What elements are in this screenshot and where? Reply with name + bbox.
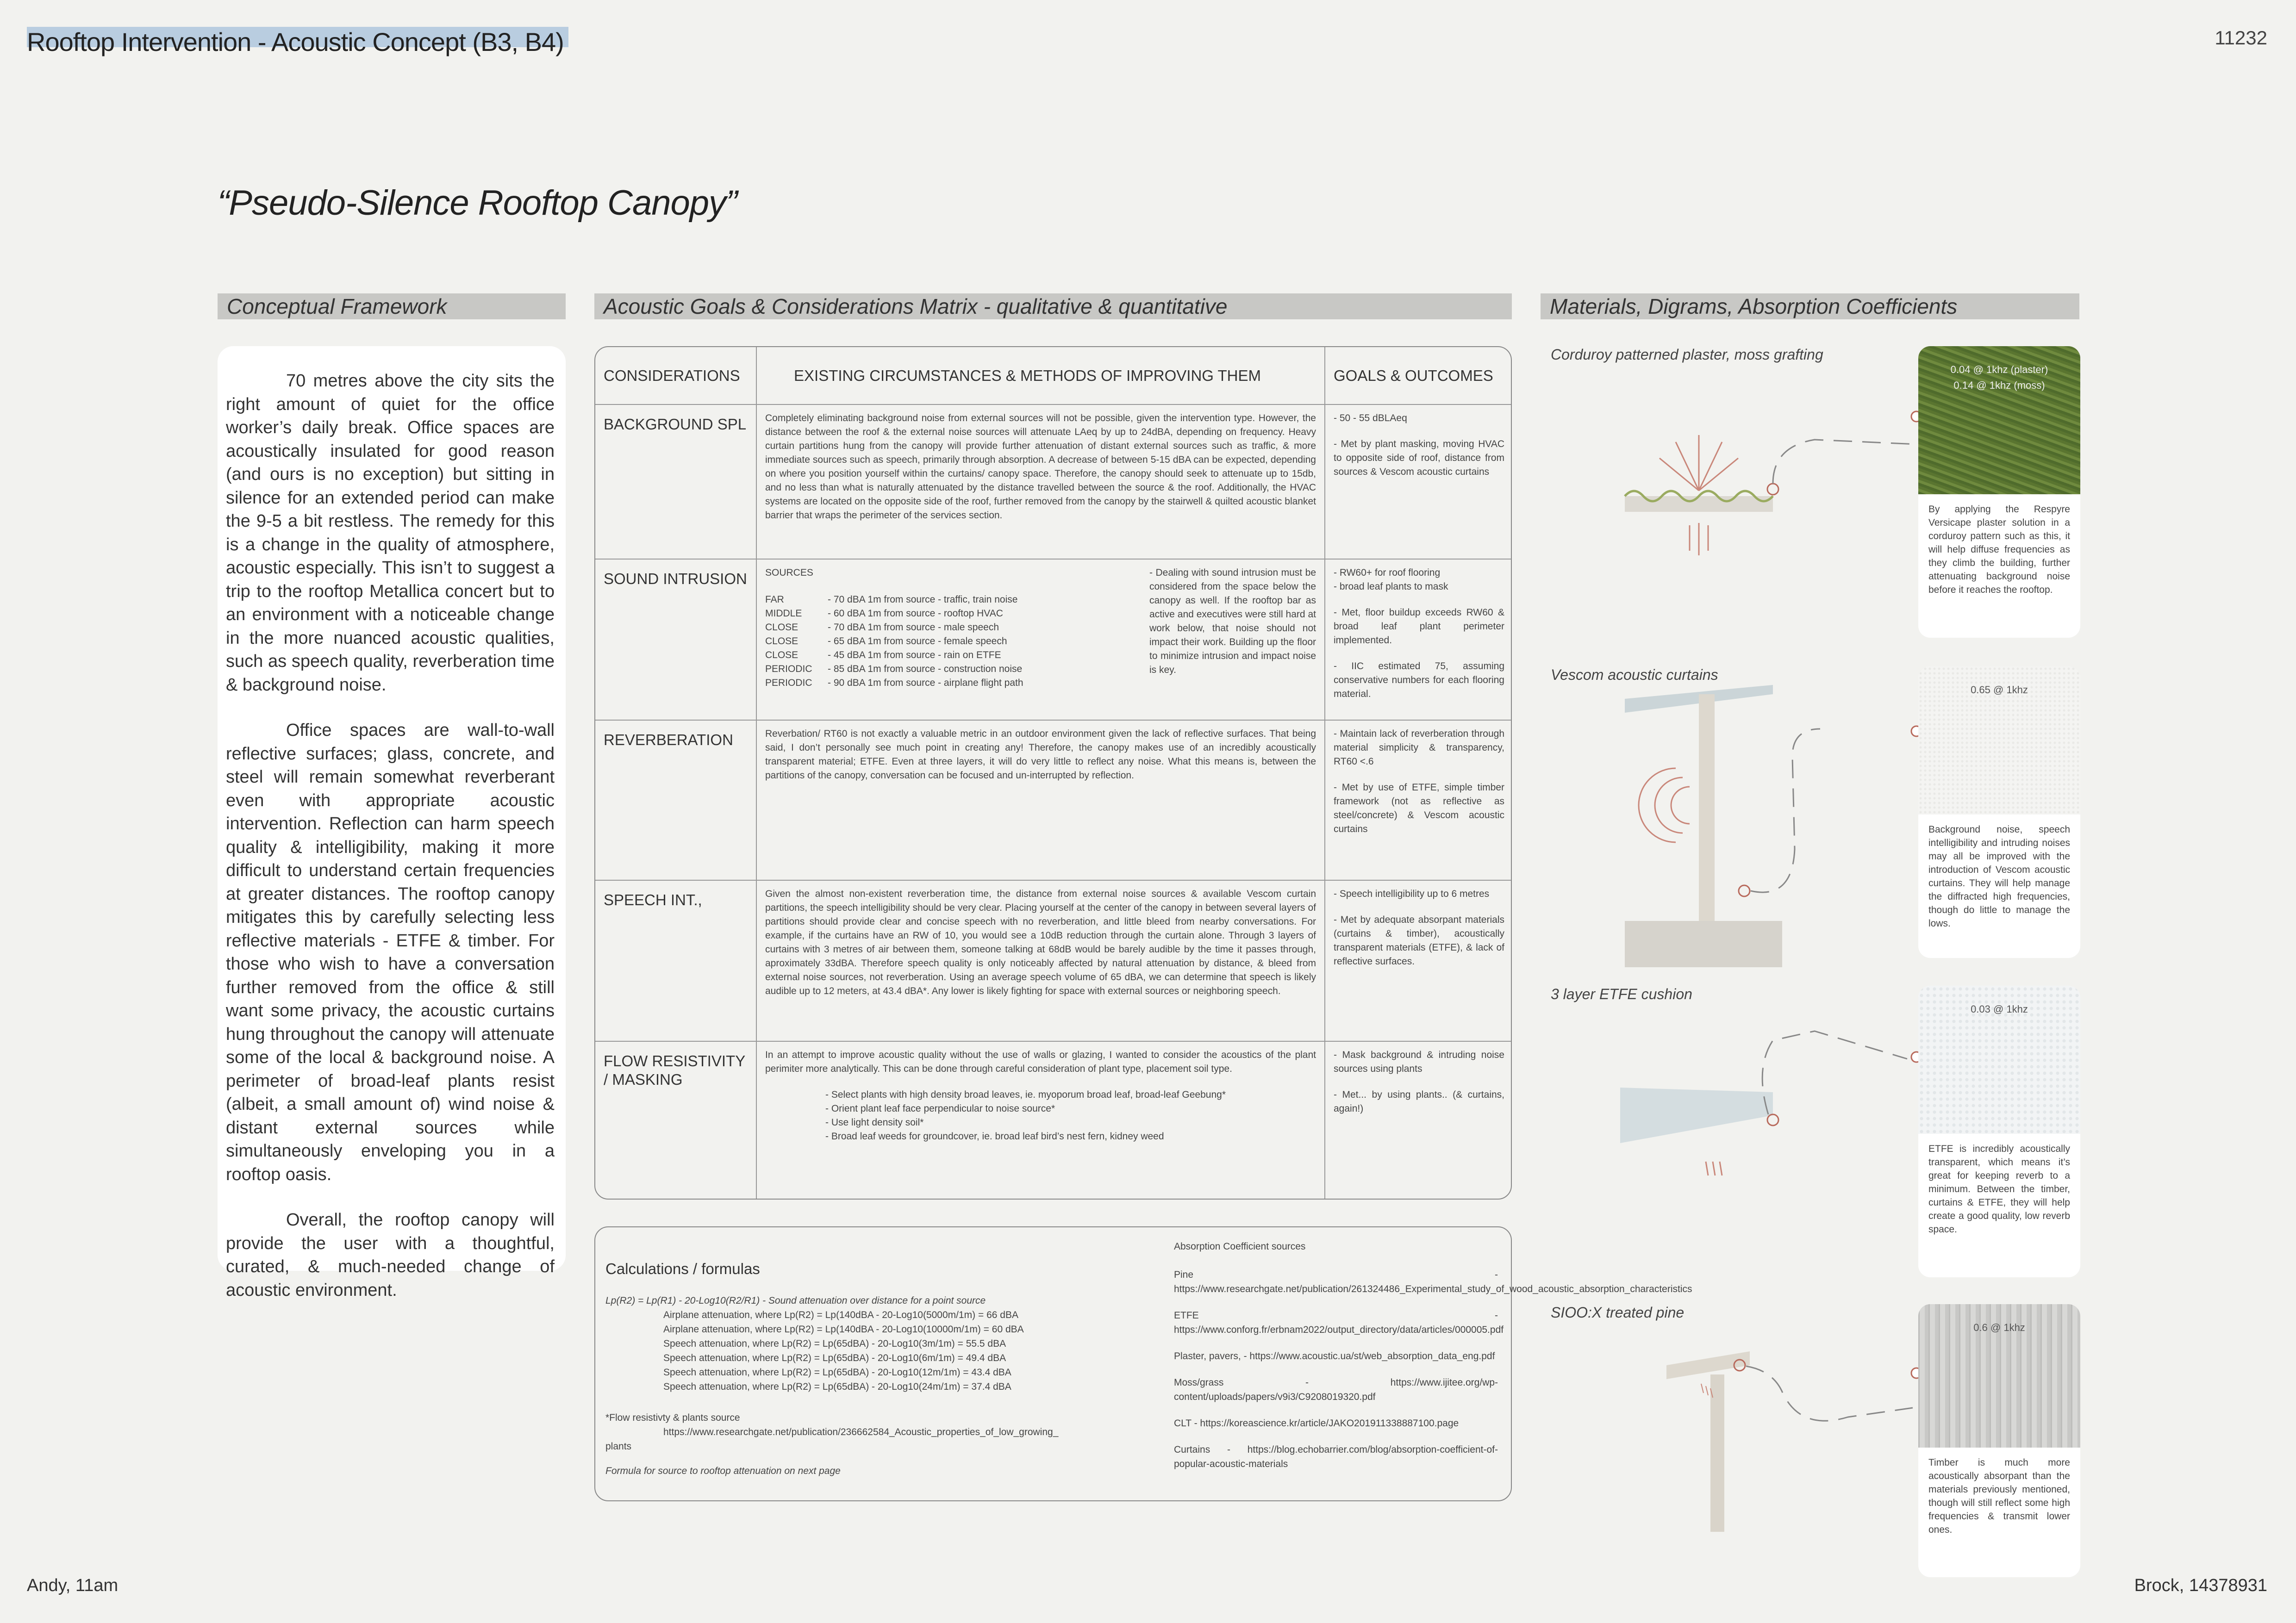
material-label: 3 layer ETFE cushion (1551, 986, 1692, 1002)
headline: “Pseudo-Silence Rooftop Canopy” (218, 183, 737, 223)
calc-line: Speech attenuation, where Lp(R2) = Lp(65dBA) - 20-Log10(24m/1m) = 37.4 dBA (663, 1381, 1011, 1392)
goal-item: - Met by use of ETFE, simple timber framework (not as reflective as steel/concrete) & Vescom acoustic curtains (1334, 782, 1504, 834)
concept-paragraph-3: Overall, the rooftop canopy will provide the user with a thoughtful, curated, & much-needed change of acoustic environment. (226, 1210, 555, 1300)
abs-source: Curtains - https://blog.echobarrier.com/blog/absorption-coefficient-of-popular-acoustic-materials (1174, 1444, 1498, 1469)
flow-title: *Flow resistivty & plants source (605, 1412, 740, 1423)
masking-bullet: - Orient plant leaf face perpendicular to noise source* (825, 1103, 1055, 1114)
goal-item: - Mask background & intruding noise sources using plants (1334, 1050, 1504, 1074)
concept-paragraph-2: Office spaces are wall-to-wall reflective surfaces; glass, concrete, and steel will remain somewhat reverberant even with appropriate acoustic intervention. Reflection can harm speech quality & intelligibility, making it more difficult to understand certain frequencies at greater distances. The rooftop canopy mitigates this by carefully selecting less reflective materials - ETFE & timber. For those who wish to have a conversation further removed from the office & still want some privacy, the acoustic curtains hung throughout the canopy will attenuate some of the local & background noise. A perimeter of broad-leaf plants resist (albeit, a small amount of) wind noise & distant external sources while simultaneously enveloping you in a rooftop oasis. (226, 721, 555, 1184)
goal-item: - Maintain lack of reverberation through material simplicity & transparency, RT60 <.6 (1334, 728, 1504, 767)
source-line (765, 607, 1131, 621)
source-range: CLOSE (765, 622, 799, 633)
calc-line: Airplane attenuation, where Lp(R2) = Lp(140dBA - 20-Log10(10000m/1m) = 60 dBA (663, 1324, 1024, 1335)
row-label: REVERBERATION (595, 720, 756, 880)
matrix-row (595, 880, 1512, 1041)
calc-title: Calculations / formulas (605, 1260, 760, 1277)
calc-formula: Lp(R2) = Lp(R1) - 20-Log10(R2/R1) - Sound attenuation over distance for a point source (605, 1295, 986, 1306)
source-line (765, 676, 1131, 690)
flow-url: https://www.researchgate.net/publication/236662584_Acoustic_properties_of_low_growing_ (663, 1427, 1059, 1437)
curtain-diagram (1620, 680, 1926, 967)
source-range: MIDDLE (765, 608, 802, 619)
matrix-header: CONSIDERATIONS (595, 347, 756, 404)
row-text-masking (756, 1041, 1325, 1199)
flow-url-end: plants (605, 1441, 632, 1452)
material-label: Vescom acoustic curtains (1551, 666, 1718, 683)
matrix-header-row (595, 347, 1512, 404)
abs-source: Plaster, pavers, - https://www.acoustic.ua/st/web_absorption_data_eng.pdf (1174, 1351, 1495, 1362)
material-card-etfe (1918, 986, 2080, 1277)
footer-author: Andy, 11am (27, 1576, 119, 1595)
calc-line: Speech attenuation, where Lp(R2) = Lp(65dBA) - 20-Log10(6m/1m) = 49.4 dBA (663, 1353, 1006, 1363)
material-label: Corduroy patterned plaster, moss grafting (1551, 346, 1823, 363)
source-range: CLOSE (765, 636, 799, 647)
calc-note: Formula for source to rooftop attenuation on next page (605, 1466, 841, 1476)
row-label: SPEECH INT., (595, 880, 756, 1041)
pine-diagram (1620, 1333, 1926, 1536)
source-range: CLOSE (765, 650, 799, 660)
row-goals (1325, 720, 1512, 880)
abs-source: CLT - https://koreascience.kr/article/JAKO201911338887100.page (1174, 1418, 1459, 1429)
row-goals (1325, 880, 1512, 1041)
material-card-plaster (1918, 346, 2080, 638)
source-range: PERIODIC (765, 678, 812, 688)
goal-item: - 50 - 55 dBLAeq (1334, 413, 1407, 423)
material-card-pine (1918, 1304, 2080, 1577)
concept-paragraph-1: 70 metres above the city sits the right amount of quiet for the office worker’s daily break. Office spaces are acoustically insulated for good reason (and ours is no exception) but sitting in silence for an extended period can make the 9-5 a bit restless. The remedy for this is a change in the quality of atmosphere, acoustic especially. This isn’t to suggest a trip to the rooftop Metallica concert but to an environment with a noticeable change in the more nuanced acoustic qualities, such as speech quality, reverberation time & background noise. (226, 371, 555, 695)
goal-item: - Met... by using plants.. (& curtains, again!) (1334, 1089, 1504, 1114)
row-text: Completely eliminating background noise from external sources will not be possible, given the intervention type. However, the distance between the roof & the external noise sources will attenuate LAeq by up to 24dBA, depending on frequency. Heavy curtain partitions hung from the canopy will provide further attenuation of distant external sources such as traffic, & more immediate sources such as speech, primarily through absorption. A decrease of between 5-15 dBA can be expected, depending on where you position yourself within the curtains/ canopy space. Therefore, the canopy should seek to attenuate up to 15db, and no less than what is naturally attenuated by the distance travelled between the source & the roof. Additionally, the HVAC systems are located on the opposite side of the roof, further removed from the canopy by the stairwell & quilted acoustic blanket barrier that wraps the perimeter of the services section. (756, 404, 1325, 559)
matrix-row (595, 559, 1512, 720)
goal-item: - Met by adequate absorpant materials (curtains & timber), acoustically transparent materials (ETFE), & lack of reflective surfaces. (1334, 914, 1504, 967)
row-label: FLOW RESISTIVITY / MASKING (595, 1041, 756, 1199)
calc-line: Speech attenuation, where Lp(R2) = Lp(65dBA) - 20-Log10(12m/1m) = 43.4 dBA (663, 1367, 1011, 1378)
coefficient: 0.03 @ 1khz (1971, 1003, 2028, 1015)
source-value: - 70 dBA 1m from source - male speech (828, 622, 999, 633)
coefficient: 0.65 @ 1khz (1971, 684, 2028, 696)
masking-bullet: - Use light density soil* (825, 1117, 924, 1128)
sources-note: - Dealing with sound intrusion must be considered from the space below the canopy as well. If the rooftop bar as active and executives were still hard at work below, that noise should not impact their work. Building up the floor to minimize intrusion and impact noise is key. (1149, 567, 1316, 675)
matrix-row (595, 720, 1512, 880)
masking-bullet: - Select plants with high density broad leaves, ie. myoporum broad leaf, broad-leaf Geebung* (825, 1089, 1226, 1100)
goal-item: - Speech intelligibility up to 6 metres (1334, 889, 1490, 899)
abs-source: Pine - https://www.researchgate.net/publication/261324486_Experimental_study_of_wood_acoustic_absorption_characteristics (1174, 1269, 1692, 1294)
matrix-header: GOALS & OUTCOMES (1325, 347, 1512, 404)
section-head-matrix: Acoustic Goals & Considerations Matrix - qualitative & quantitative (594, 293, 1512, 319)
pine-swatch (1918, 1304, 2080, 1448)
material-description: Background noise, speech intelligibility and intruding noises may all be improved with the introduction of Vescom acoustic curtains. They will help manage the diffracted high frequencies, though do little to manage the lows. (1928, 824, 2070, 929)
source-value: - 90 dBA 1m from source - airplane flight path (828, 678, 1023, 688)
considerations-matrix (594, 346, 1512, 1200)
source-value: - 65 dBA 1m from source - female speech (828, 636, 1007, 647)
matrix-header: EXISTING CIRCUMSTANCES & METHODS OF IMPROVING THEM (756, 347, 1325, 404)
curtain-swatch (1918, 666, 2080, 815)
goal-item: - Met, floor buildup exceeds RW60 & broad leaf plant perimeter implemented. (1334, 607, 1504, 646)
abs-title: Absorption Coefficient sources (1174, 1241, 1306, 1252)
page-title: Rooftop Intervention - Acoustic Concept (B3, B4) (27, 27, 564, 56)
source-range: FAR (765, 594, 784, 605)
source-line (765, 662, 1131, 676)
material-description: Timber is much more acoustically absorpant than the materials previously mentioned, though will still reflect some high frequencies & transmit lower ones. (1928, 1457, 2070, 1535)
sources-title: SOURCES (765, 567, 813, 578)
row-goals (1325, 1041, 1512, 1199)
section-head-conceptual: Conceptual Framework (218, 293, 566, 319)
row-label: SOUND INTRUSION (595, 559, 756, 720)
abs-source: ETFE - https://www.conforg.fr/erbnam2022/output_directory/data/articles/000005.pdf (1174, 1310, 1504, 1335)
matrix-row (595, 1041, 1512, 1199)
section-head-materials: Materials, Digrams, Absorption Coefficients (1541, 293, 2079, 319)
footer-student: Brock, 14378931 (2134, 1576, 2267, 1595)
row-text: Given the almost non-existent reverberation time, the distance from external noise sources & available Vescom curtain partitions, the speech intelligibility should be very clear. Placing yourself at the center of the canopy in between several layers of partitions should provide clear and concise speech with no reverberation, and little bleed from nearby conversations. For example, if the curtains have an RW of 10, you would see a 10dB reduction through the curtain alone. Through 3 layers of curtains with 3 metres of air between them, someone talking at 68dB would be barely audible by the time it passes through, aproximately 33dBA. Therefore speech quality is only noticeably affected by natural attenuation by distance, & bleed from external noise sources, not reverberation. Using an average speech volume of 65 dBA, we can determine that speech is likely audible up to 12 meters, at 43.4 dBA*. Any lower is likely fighting for space with external sources or neighboring speech. (756, 880, 1325, 1041)
source-value: - 60 dBA 1m from source - rooftop HVAC (828, 608, 1003, 619)
material-card-curtains (1918, 666, 2080, 958)
concept-card (218, 346, 566, 1300)
source-value: - 85 dBA 1m from source - construction noise (828, 664, 1023, 674)
row-sources (756, 559, 1325, 720)
masking-bullet: - Broad leaf weeds for groundcover, ie. broad leaf bird’s nest fern, kidney weed (825, 1131, 1164, 1142)
matrix-row (595, 404, 1512, 559)
etfe-diagram (1620, 1018, 1926, 1185)
source-line (765, 621, 1131, 634)
source-line (765, 648, 1131, 662)
page-number: 11232 (2215, 27, 2267, 49)
source-value: - 70 dBA 1m from source - traffic, train noise (828, 594, 1018, 605)
matrix-table (595, 347, 1512, 1199)
etfe-swatch (1918, 986, 2080, 1134)
row-goals (1325, 559, 1512, 720)
coefficient: 0.04 @ 1khz (plaster) (1950, 364, 2048, 375)
plaster-diagram (1620, 398, 1926, 574)
goal-item: - RW60+ for roof flooring - broad leaf plants to mask (1334, 567, 1448, 592)
row-text: In an attempt to improve acoustic quality without the use of walls or glazing, I wanted to consider the acoustics of the plant perimiter more analytically. This can be done through careful consideration of plant type, placement soil type. (765, 1050, 1316, 1074)
calc-line: Speech attenuation, where Lp(R2) = Lp(65dBA) - 20-Log10(3m/1m) = 55.5 dBA (663, 1338, 1006, 1349)
source-line (765, 593, 1131, 607)
abs-source: Moss/grass - https://www.ijitee.org/wp-content/uploads/papers/v9i3/C9208019320.pdf (1174, 1377, 1498, 1402)
coefficient: 0.14 @ 1khz (moss) (1953, 379, 2045, 391)
calc-line: Airplane attenuation, where Lp(R2) = Lp(140dBA - 20-Log10(5000m/1m) = 66 dBA (663, 1310, 1018, 1320)
row-text: Reverbation/ RT60 is not exactly a valuable metric in an outdoor environment given the lack of reflective surfaces. That being said, I don’t personally see much point in creating any! Therefore, the canopy makes use of an incredibly acoustically transparent material; ETFE. Even at three layers, it will do very little to reflect any noise. What this means is, between the partitions of the canopy, conversation can be focused and un-interrupted by reflection. (756, 720, 1325, 880)
goal-item: - IIC estimated 75, assuming conservative numbers for each flooring material. (1334, 661, 1504, 699)
coefficient: 0.6 @ 1khz (1973, 1322, 2025, 1333)
material-label: SIOO:X treated pine (1551, 1304, 1685, 1321)
source-value: - 45 dBA 1m from source - rain on ETFE (828, 650, 1001, 660)
source-range: PERIODIC (765, 664, 812, 674)
source-line (765, 634, 1131, 648)
material-description: By applying the Respyre Versicape plaster solution in a corduroy pattern such as this, it will help diffuse frequencies as they climb the building, further attenuating background noise before it reaches the rooftop. (1928, 504, 2070, 595)
moss-swatch (1918, 346, 2080, 494)
goal-item: - Met by plant masking, moving HVAC to opposite side of roof, distance from sources & Vescom acoustic curtains (1334, 439, 1504, 477)
material-description: ETFE is incredibly acoustically transparent, which means it’s great for keeping reverb to a minimum. Between the timber, curtains & ETFE, they will help create a good quality, low reverb space. (1928, 1144, 2070, 1235)
row-label: BACKGROUND SPL (595, 404, 756, 559)
row-goals (1325, 404, 1512, 559)
